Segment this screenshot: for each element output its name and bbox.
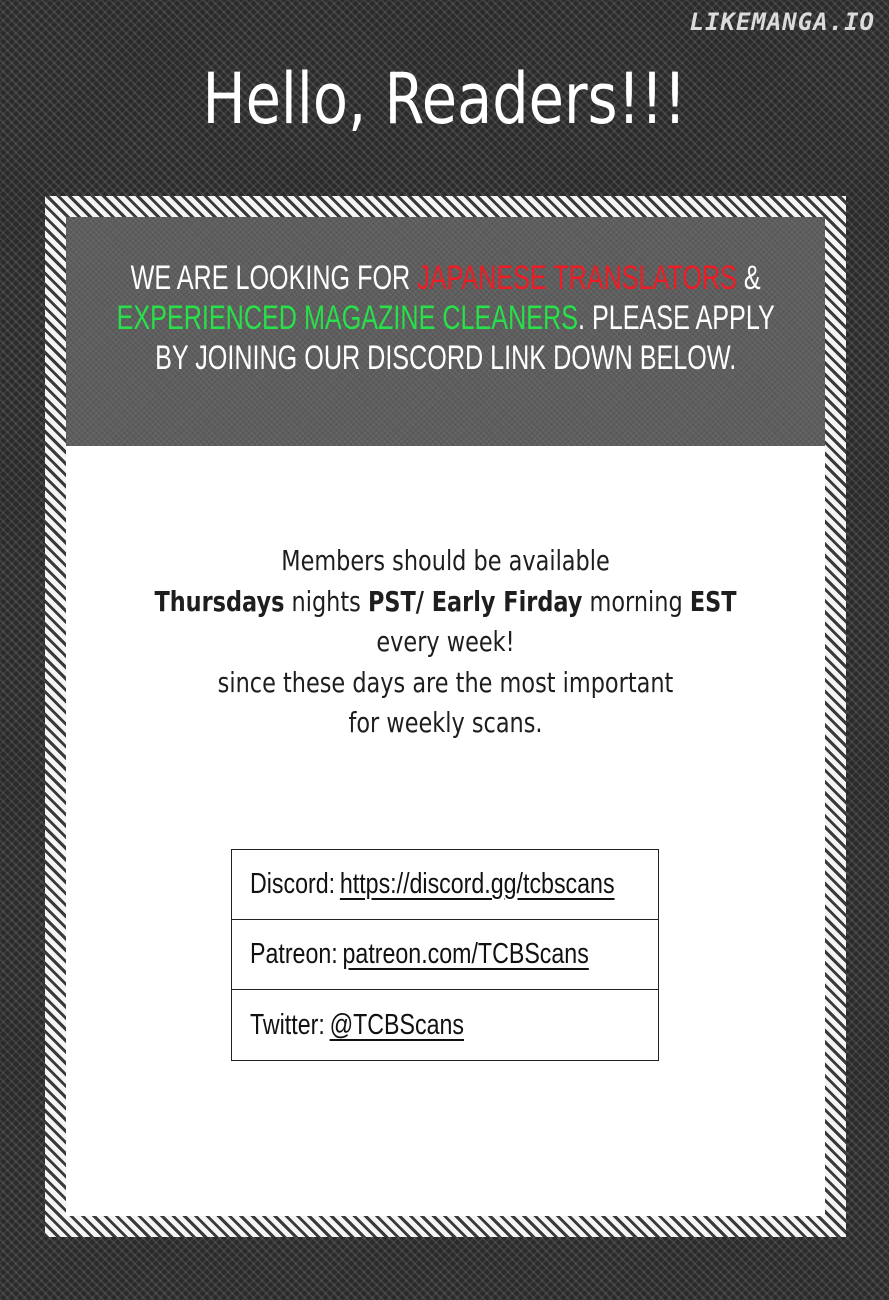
schedule-time: PST/ Early Firday (367, 584, 583, 618)
contact-links-table (231, 849, 659, 1061)
availability-note (66, 541, 825, 744)
twitter-row (232, 990, 658, 1060)
availability-line: since these days are the most important (217, 665, 674, 699)
cleaners-highlight: EXPERIENCED MAGAZINE CLEANERS (116, 298, 578, 337)
discord-entry (250, 868, 615, 901)
availability-schedule (142, 582, 749, 623)
schedule-text: morning (582, 584, 690, 618)
discord-row (232, 850, 658, 920)
twitter-link[interactable]: @TCBScans (329, 1008, 465, 1041)
patreon-link[interactable]: patreon.com/TCBScans (342, 938, 589, 970)
patreon-label: Patreon: (250, 938, 338, 970)
availability-line: for weekly scans. (348, 706, 543, 739)
schedule-text: nights (284, 584, 368, 618)
notice-card-body (66, 217, 825, 1216)
availability-line: every week! (376, 625, 515, 658)
patreon-entry (250, 938, 589, 971)
twitter-label: Twitter: (250, 1008, 325, 1041)
notice-card (45, 196, 846, 1237)
patreon-row (232, 920, 658, 990)
twitter-entry (250, 1009, 464, 1042)
site-watermark: LIKEMANGA.IO (689, 8, 875, 36)
page-title: Hello, Readers!!! (202, 58, 687, 140)
recruitment-banner (66, 217, 825, 446)
discord-link[interactable]: https://discord.gg/tcbscans (339, 868, 615, 900)
schedule-day: Thursdays (154, 584, 285, 618)
schedule-timezone: EST (689, 584, 737, 618)
recruitment-text-part: & (736, 258, 761, 297)
recruitment-text (116, 258, 774, 378)
recruitment-text-part: BY JOINING OUR DISCORD LINK DOWN BELOW. (154, 338, 737, 377)
recruitment-text-part: . PLEASE APPLY (577, 298, 775, 337)
availability-line: Members should be available (281, 544, 610, 577)
recruitment-text-part: WE ARE LOOKING FOR (130, 258, 418, 297)
translators-highlight: JAPANESE TRANSLATORS (417, 258, 737, 297)
discord-label: Discord: (250, 868, 336, 900)
